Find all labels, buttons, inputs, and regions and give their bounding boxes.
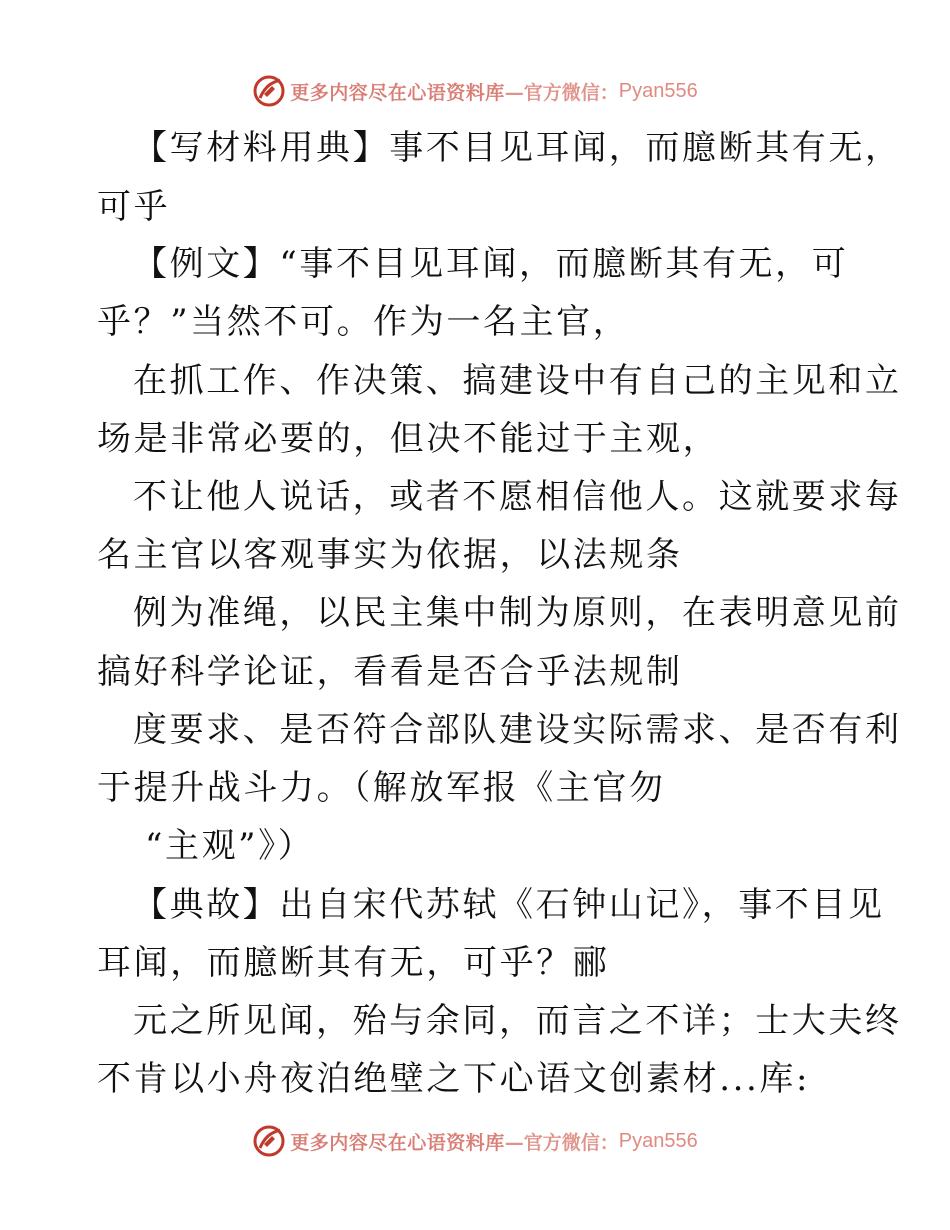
body-line: 可乎 (97, 187, 171, 227)
body-line: 【例文】“事不目见耳闻，而臆断其有无，可 (133, 244, 849, 284)
body-line: 耳闻，而臆断其有无，可乎？郦 (97, 943, 610, 983)
body-line: 不让他人说话，或者不愿相信他人。这就要求每 (133, 477, 902, 517)
footer-watermark (0, 1121, 950, 1161)
body-line: 搞好科学论证，看看是否合乎法规制 (97, 652, 683, 692)
body-line: 场是非常必要的，但决不能过于主观， (97, 419, 720, 459)
watermark-text: 更多内容尽在心语资料库 (290, 1131, 505, 1154)
watermark-wechat-id: Pyan556 (618, 79, 698, 102)
body-line: “主观”》） (145, 826, 315, 866)
body-line: 于提升战斗力。（解放军报《主官勿 (97, 768, 666, 808)
watermark-wechat-label: —官方微信： (504, 1131, 619, 1154)
body-line: 元之所见闻，殆与余同，而言之不详；士大夫终 (133, 1001, 902, 1041)
body-line: 不肯以小舟夜泊绝壁之下心语文创素材...库: (97, 1059, 811, 1099)
brand-logo-icon (252, 1124, 286, 1158)
brand-logo-icon (252, 74, 286, 108)
watermark-wechat-label: —官方微信： (504, 81, 619, 104)
body-line: 【写材料用典】事不目见耳闻，而臆断其有无， (133, 128, 902, 168)
body-line: 度要求、是否符合部队建设实际需求、是否有利 (133, 710, 902, 750)
body-line: 例为准绳，以民主集中制为原则，在表明意见前 (133, 593, 902, 633)
body-line: 名主官以客观事实为依据，以法规条 (97, 535, 683, 575)
watermark-text: 更多内容尽在心语资料库 (290, 81, 505, 104)
header-watermark (0, 71, 950, 111)
body-line: 乎？”当然不可。作为一名主官， (97, 302, 630, 342)
body-line: 【典故】出自宋代苏轼《石钟山记》，事不目见 (133, 885, 885, 925)
body-line: 在抓工作、作决策、搞建设中有自己的主见和立 (133, 361, 902, 401)
watermark-wechat-id: Pyan556 (618, 1129, 698, 1152)
